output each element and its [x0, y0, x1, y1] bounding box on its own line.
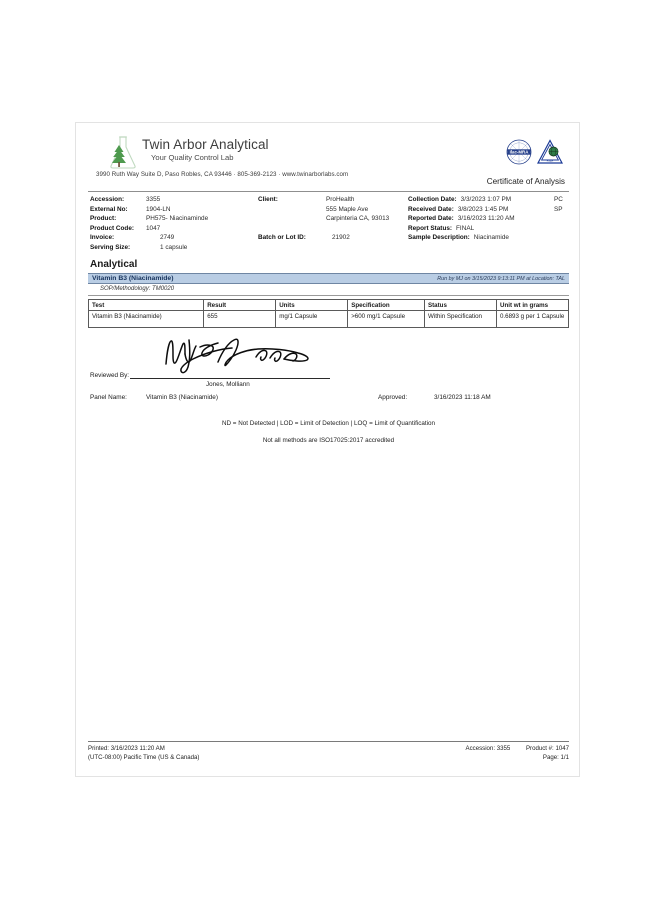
info-row-serving-size [90, 243, 260, 253]
client-address-line-1: 555 Maple Ave [326, 205, 369, 213]
sample-description-value: Niacinamide [473, 234, 509, 242]
sample-description-label: Sample Description: [408, 234, 470, 242]
svg-text:PJLA: PJLA [546, 159, 554, 163]
page-title: Certificate of Analysis [486, 177, 565, 186]
received-date-initials: SP [554, 205, 563, 213]
footer-product-no: Product #: 1047 [525, 745, 569, 752]
product-value: PH575- Niacinaminde [146, 215, 209, 223]
footer-left [88, 744, 199, 762]
accreditation-seals [506, 139, 563, 167]
serving-size-label: Serving Size: [90, 243, 131, 251]
collection-date-row [408, 195, 568, 205]
batch-label: Batch or Lot ID: [258, 234, 306, 242]
letterhead [88, 133, 569, 191]
reported-date-row [408, 214, 568, 224]
serving-size-value: 1 capsule [160, 243, 188, 251]
column-header-test: Test [89, 300, 204, 311]
info-row-product-code [90, 224, 260, 234]
panel-approval-row [88, 394, 569, 404]
footer-identifiers [452, 744, 569, 753]
report-status-row [408, 224, 568, 234]
svg-text:ilac-MRA: ilac-MRA [509, 149, 529, 155]
reviewer-name: Jones, Molliann [206, 381, 250, 388]
approved-label: Approved: [378, 394, 408, 401]
external-no-label: External No: [90, 205, 128, 213]
pjla-accreditation-seal-icon [537, 139, 563, 167]
reviewed-by-line [90, 372, 330, 379]
info-column-dates [408, 195, 568, 243]
reported-date-value: 3/16/2023 11:20 AM [457, 215, 515, 223]
column-header-units: Units [276, 300, 348, 311]
client-row [258, 195, 408, 205]
received-date-label: Received Date: [408, 205, 454, 213]
sample-description-row [408, 233, 568, 243]
page-footer [88, 741, 569, 762]
client-address-row-2 [258, 214, 408, 224]
product-code-value: 1047 [146, 224, 161, 232]
signature-block [88, 334, 569, 390]
ilac-mra-seal-icon [506, 139, 532, 167]
column-header-result: Result [204, 300, 276, 311]
footer-page-number: Page: 1/1 [542, 754, 569, 761]
results-table [88, 299, 569, 328]
results-table-header-row [89, 300, 569, 311]
info-column-left [90, 195, 260, 253]
legend-notes [88, 420, 569, 444]
cell-unit-wt: 0.6893 g per 1 Capsule [496, 311, 568, 328]
spacer-row [258, 224, 408, 234]
cell-result: 655 [204, 311, 276, 328]
company-tagline: Your Quality Control Lab [151, 153, 234, 162]
external-no-value: 1904-LN [146, 205, 171, 213]
received-date-row [408, 205, 568, 215]
reviewed-by-label: Reviewed By: [90, 372, 130, 379]
collection-date-initials: PC [554, 196, 563, 203]
sample-info-block [88, 192, 569, 254]
collection-date-label: Collection Date: [408, 196, 457, 203]
info-row-external-no [90, 205, 260, 215]
info-row-accession [90, 195, 260, 205]
company-name: Twin Arbor Analytical [142, 137, 269, 152]
reported-date-label: Reported Date: [408, 215, 454, 223]
column-header-specification: Specification [348, 300, 425, 311]
report-status-value: FINAL [456, 224, 475, 232]
paper-sheet [75, 122, 580, 777]
cell-status: Within Specification [424, 311, 496, 328]
batch-row [258, 233, 408, 243]
sop-methodology: SOP/Methodology: TM0020 [88, 284, 569, 296]
timezone-label: (UTC-08:00) Pacific Time (US & Canada) [88, 754, 200, 761]
client-address-line-2: Carpinteria CA, 93013 [326, 215, 390, 223]
signature-underline [130, 372, 330, 379]
received-date-value: 3/8/2023 1:45 PM [457, 205, 509, 213]
collection-date-value: 3/3/2023 1:07 PM [460, 196, 512, 203]
footer-right [452, 744, 569, 762]
pine-tree-in-flask-icon [106, 135, 142, 171]
analyte-name: Vitamin B3 (Niacinamide) [92, 275, 174, 282]
cell-test: Vitamin B3 (Niacinamide) [89, 311, 204, 328]
report-status-label: Report Status: [408, 224, 453, 232]
invoice-label: Invoice: [90, 234, 115, 242]
panel-name-label: Panel Name: [90, 394, 127, 401]
analyte-run-info: Run by MJ on 3/15/2023 9:13:11 PM at Location: TAL [437, 275, 565, 282]
batch-value: 21902 [332, 234, 350, 242]
info-row-invoice [90, 233, 260, 243]
footer-accession: Accession: 3355 [465, 745, 511, 752]
info-column-client [258, 195, 408, 243]
printed-timestamp: Printed: 3/16/2023 11:20 AM [88, 745, 165, 752]
invoice-value: 2749 [160, 234, 175, 242]
company-address: 3990 Ruth Way Suite D, Paso Robles, CA 93446 · 805-369-2123 · www.twinarborlabs.com [96, 171, 349, 178]
cell-specification: >600 mg/1 Capsule [348, 311, 425, 328]
accession-value: 3355 [146, 196, 161, 203]
client-name: ProHealth [326, 196, 355, 203]
accreditation-note: Not all methods are ISO17025:2017 accredited [262, 437, 395, 444]
client-label: Client: [258, 196, 278, 203]
brand-block [142, 137, 269, 162]
cell-units: mg/1 Capsule [276, 311, 348, 328]
column-header-unit-wt: Unit wt in grams [496, 300, 568, 311]
info-row-product [90, 214, 260, 224]
analyte-header-bar [88, 273, 569, 284]
accession-label: Accession: [90, 196, 125, 203]
approved-value: 3/16/2023 11:18 AM [434, 394, 491, 401]
product-code-label: Product Code: [90, 224, 135, 232]
product-label: Product: [90, 215, 117, 223]
client-address-row-1 [258, 205, 408, 215]
column-header-status: Status [424, 300, 496, 311]
abbreviation-legend: ND = Not Detected | LOD = Limit of Detection | LOQ = Limit of Quantification [221, 420, 436, 427]
table-row [89, 311, 569, 328]
analytical-section-title: Analytical [90, 259, 138, 270]
panel-name-value: Vitamin B3 (Niacinamide) [146, 394, 218, 401]
